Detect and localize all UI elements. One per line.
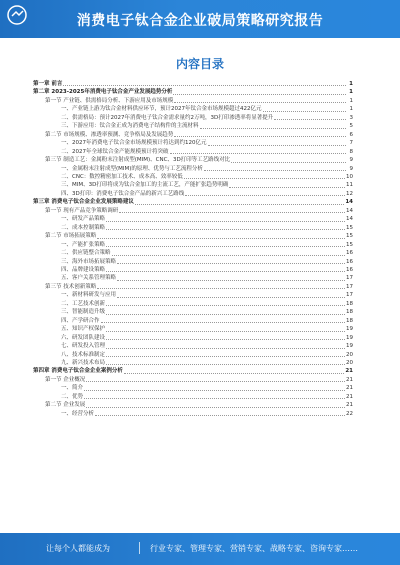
toc-entry[interactable]	[33, 80, 353, 88]
toc-entry[interactable]	[33, 258, 353, 266]
toc-entry[interactable]	[33, 351, 353, 359]
toc-entry-text: 三、智能制造升级	[61, 309, 106, 316]
toc-entry[interactable]	[33, 367, 353, 375]
toc-entry-text: 第一节 现有产品竞争策略调研	[45, 207, 119, 214]
toc-page-number: 9	[349, 157, 353, 164]
toc-entry[interactable]	[33, 114, 353, 122]
toc-entry[interactable]	[33, 241, 353, 249]
toc-page-number: 5	[349, 123, 353, 130]
toc-entry[interactable]	[33, 190, 353, 198]
toc-page-number: 22	[346, 410, 353, 417]
toc-page-number: 1	[349, 89, 353, 96]
toc-entry-text: 一、2027年消费电子钛合金市场规模预计将达到约120亿元	[61, 140, 207, 147]
toc-entry[interactable]	[33, 410, 353, 418]
toc-page-number: 3	[349, 114, 353, 121]
toc-page-number: 14	[345, 199, 353, 206]
toc-leader-dots	[106, 339, 345, 340]
toc-leader-dots	[63, 85, 346, 86]
report-title: 消费电子钛合金企业破局策略研究报告	[76, 13, 324, 29]
toc-entry-text: 一、研发产品策略	[61, 216, 106, 223]
toc-entry-text: 第二节 市场规模、渗透率预测、竞争格局及发展趋势	[45, 131, 174, 138]
toc-page-number: 12	[346, 190, 353, 197]
toc-page-number: 1	[349, 97, 353, 104]
toc-page-number: 16	[346, 266, 353, 273]
report-footer	[0, 533, 400, 565]
toc-leader-dots	[124, 373, 344, 374]
toc-page-number: 18	[346, 300, 353, 307]
toc-entry[interactable]	[33, 266, 353, 274]
toc-entry-text: 七、研发投入管理	[61, 343, 106, 350]
toc-entry[interactable]	[33, 224, 353, 232]
toc-page-number: 1	[349, 106, 353, 113]
toc-entry-text: 二、供应链整合策略	[61, 250, 111, 257]
toc-page-number: 7	[349, 140, 353, 147]
toc-entry[interactable]	[33, 181, 353, 189]
toc-entry[interactable]	[33, 148, 353, 156]
toc-page-number: 15	[346, 224, 353, 231]
toc-entry-text: 第一节 产业链、供需格局分析、下游应用及市场规模	[45, 97, 174, 104]
toc-entry[interactable]	[33, 393, 353, 401]
toc-page-number: 8	[349, 148, 353, 155]
toc-leader-dots	[208, 145, 347, 146]
toc-entry-text: 第一节 企业概况	[45, 376, 86, 383]
toc-leader-dots	[95, 415, 345, 416]
toc-leader-dots	[106, 246, 345, 247]
toc-entry[interactable]	[33, 97, 353, 105]
toc-entry-text: 三、海外市场拓展策略	[61, 258, 117, 265]
toc-entry[interactable]	[33, 198, 353, 206]
toc-entry[interactable]	[33, 274, 353, 282]
toc-entry-text: 二、供需格局：预计2027年消费电子钛合金需求量约2万吨，3D打印渗透率将显著提升	[61, 114, 274, 121]
toc-entry[interactable]	[33, 122, 353, 130]
toc-page-number: 21	[346, 385, 353, 392]
toc-entry-text: 二、2027年全球钛合金产能规模预计将突破	[61, 148, 169, 155]
toc-entry[interactable]	[33, 139, 353, 147]
toc-leader-dots	[101, 322, 345, 323]
toc-leader-dots	[174, 102, 346, 103]
toc-entry[interactable]	[33, 156, 353, 164]
toc-entry-text: 五、客户关系管理策略	[61, 275, 117, 282]
toc-entry[interactable]	[33, 105, 353, 113]
toc-leader-dots	[106, 305, 345, 306]
toc-leader-dots	[84, 390, 345, 391]
toc-page-number: 14	[346, 207, 353, 214]
toc-page-number: 15	[346, 241, 353, 248]
toc-leader-dots	[106, 271, 345, 272]
toc-leader-dots	[204, 170, 346, 171]
toc-page-number: 1	[349, 81, 353, 87]
toc-leader-dots	[274, 119, 346, 120]
toc-title: 内容目录	[175, 57, 224, 71]
toc-entry-text: 四、产学研合作	[61, 317, 100, 324]
toc-page-number: 16	[346, 250, 353, 257]
toc-entry-text: 八、技术标准制定	[61, 351, 106, 358]
toc-leader-dots	[135, 204, 344, 205]
toc-entry-text: 第三节 技术创新策略	[45, 283, 97, 290]
toc-leader-dots	[263, 111, 347, 112]
toc-entry-text: 五、知识产权保护	[61, 326, 106, 333]
toc-entry-text: 一、新材料研发与应用	[61, 292, 117, 299]
toc-entry-text: 一、简介	[61, 385, 84, 392]
footer-slogan-right: 行业专家、管理专家、营销专家、战略专家、咨询专家……	[150, 544, 358, 553]
toc-page-number: 18	[346, 309, 353, 316]
toc-entry-text: 第三章 消费电子钛合金企业发展策略建议	[33, 199, 134, 206]
toc-page-number: 19	[346, 343, 353, 350]
toc-leader-dots	[106, 364, 345, 365]
toc-entry[interactable]	[33, 300, 353, 308]
toc-leader-dots	[106, 356, 345, 357]
toc-leader-dots	[86, 407, 345, 408]
toc-leader-dots	[229, 187, 345, 188]
toc-entry[interactable]	[33, 325, 353, 333]
toc-page-number: 21	[346, 376, 353, 383]
toc-entry-text: 四、3D打印：消费电子钛合金产品的新兴工艺路线	[61, 190, 185, 197]
toc-page-number: 17	[346, 283, 353, 290]
toc-entry-text: 一、产能扩张策略	[61, 241, 106, 248]
toc-entry-text: 第二节 企业发展	[45, 402, 86, 409]
toc-leader-dots	[106, 348, 345, 349]
toc-page-number: 18	[346, 317, 353, 324]
toc-page-number: 20	[346, 359, 353, 366]
toc-entry-text: 二、工艺技术创新	[61, 300, 106, 307]
toc-page-number: 21	[346, 402, 353, 409]
report-header	[0, 0, 400, 38]
toc-leader-dots	[106, 221, 345, 222]
toc-leader-dots	[231, 162, 346, 163]
toc-page-number: 16	[346, 258, 353, 265]
toc-entry[interactable]	[33, 173, 353, 181]
toc-entry-text: 一、产业链上游为钛合金材料供应环节，预计2027年钛合金市场规模超过422亿元	[61, 106, 262, 113]
toc-entry[interactable]	[33, 342, 353, 350]
toc-leader-dots	[117, 263, 345, 264]
toc-leader-dots	[200, 128, 346, 129]
toc-entry-text: 第二章 2023-2025年消费电子钛合金产业发展趋势分析	[33, 89, 173, 96]
toc-entry-text: 一、金属粉末注射成型(MIM)的原理、优势与工艺流程分析	[61, 165, 203, 172]
toc-leader-dots	[106, 314, 345, 315]
toc-entry-text: 二、CNC：数控精密加工技术、成本高、效率较低	[61, 173, 183, 180]
toc-entry[interactable]	[33, 215, 353, 223]
toc-page-number: 17	[346, 292, 353, 299]
toc-page-number: 10	[346, 173, 353, 180]
toc-entry[interactable]	[33, 334, 353, 342]
toc-leader-dots	[173, 94, 346, 95]
toc-leader-dots	[106, 229, 345, 230]
toc-entry-text: 六、研发团队建设	[61, 334, 106, 341]
toc-leader-dots	[86, 381, 345, 382]
toc-entry-text: 九、新兴技术布局	[61, 359, 106, 366]
toc-leader-dots	[170, 153, 347, 154]
toc-entry[interactable]	[33, 207, 353, 215]
toc-entry-text: 四、品牌建设策略	[61, 266, 106, 273]
toc-entry[interactable]	[33, 359, 353, 367]
toc-leader-dots	[106, 331, 345, 332]
toc-page-number: 17	[346, 275, 353, 282]
toc-page-number: 9	[349, 165, 353, 172]
toc-entry-text: 第二节 市场拓展策略	[45, 233, 97, 240]
toc-entry[interactable]	[33, 291, 353, 299]
toc-page-number: 19	[346, 334, 353, 341]
toc-page-number: 11	[346, 182, 353, 189]
toc-entry-text: 二、成本控制策略	[61, 224, 106, 231]
toc-entry[interactable]	[33, 376, 353, 384]
toc-leader-dots	[184, 178, 345, 179]
toc-leader-dots	[97, 238, 345, 239]
toc-entry[interactable]	[33, 308, 353, 316]
toc-entry[interactable]	[33, 249, 353, 257]
toc-entry-text: 三、下游应用：钛合金正成为消费电子结构件的主流材料	[61, 123, 199, 130]
toc-entry[interactable]	[33, 317, 353, 325]
toc-page-number: 6	[349, 131, 353, 138]
toc-entry-text: 第一章 前言	[33, 81, 63, 87]
toc-entry[interactable]	[33, 131, 353, 139]
toc-entry[interactable]	[33, 165, 353, 173]
toc-page-number: 14	[346, 216, 353, 223]
toc-entry[interactable]	[33, 401, 353, 409]
footer-slogan-left: 让每个人都能成为	[46, 544, 110, 553]
toc-entry-text: 第四章 消费电子钛合金企业案例分析	[33, 368, 123, 375]
toc-entry-text: 二、优势	[61, 393, 84, 400]
toc-page-number: 21	[345, 368, 353, 375]
toc-page-number: 21	[346, 393, 353, 400]
toc-entry-text: 三、MIM、3D打印将成为钛合金加工的主流工艺，产能扩张趋势明确	[61, 182, 229, 189]
toc-entry-text: 一、经营分析	[61, 410, 95, 417]
toc-entry-text: 第三节 制造工艺：金属粉末注射成型(MIM)、CNC、3D打印等工艺路线对比	[45, 157, 231, 164]
toc-page-number: 15	[346, 233, 353, 240]
toc-entry[interactable]	[33, 384, 353, 392]
toc-leader-dots	[117, 280, 345, 281]
footer-divider	[139, 542, 140, 554]
toc-entry[interactable]	[33, 283, 353, 291]
toc-leader-dots	[117, 297, 345, 298]
toc-leader-dots	[185, 195, 345, 196]
table-of-contents	[33, 80, 353, 418]
toc-leader-dots	[174, 136, 346, 137]
toc-entry[interactable]	[33, 88, 353, 96]
toc-leader-dots	[112, 255, 345, 256]
toc-page-number: 20	[346, 351, 353, 358]
toc-page-number: 19	[346, 326, 353, 333]
toc-leader-dots	[119, 212, 345, 213]
toc-leader-dots	[97, 288, 345, 289]
toc-entry[interactable]	[33, 232, 353, 240]
toc-leader-dots	[84, 398, 345, 399]
